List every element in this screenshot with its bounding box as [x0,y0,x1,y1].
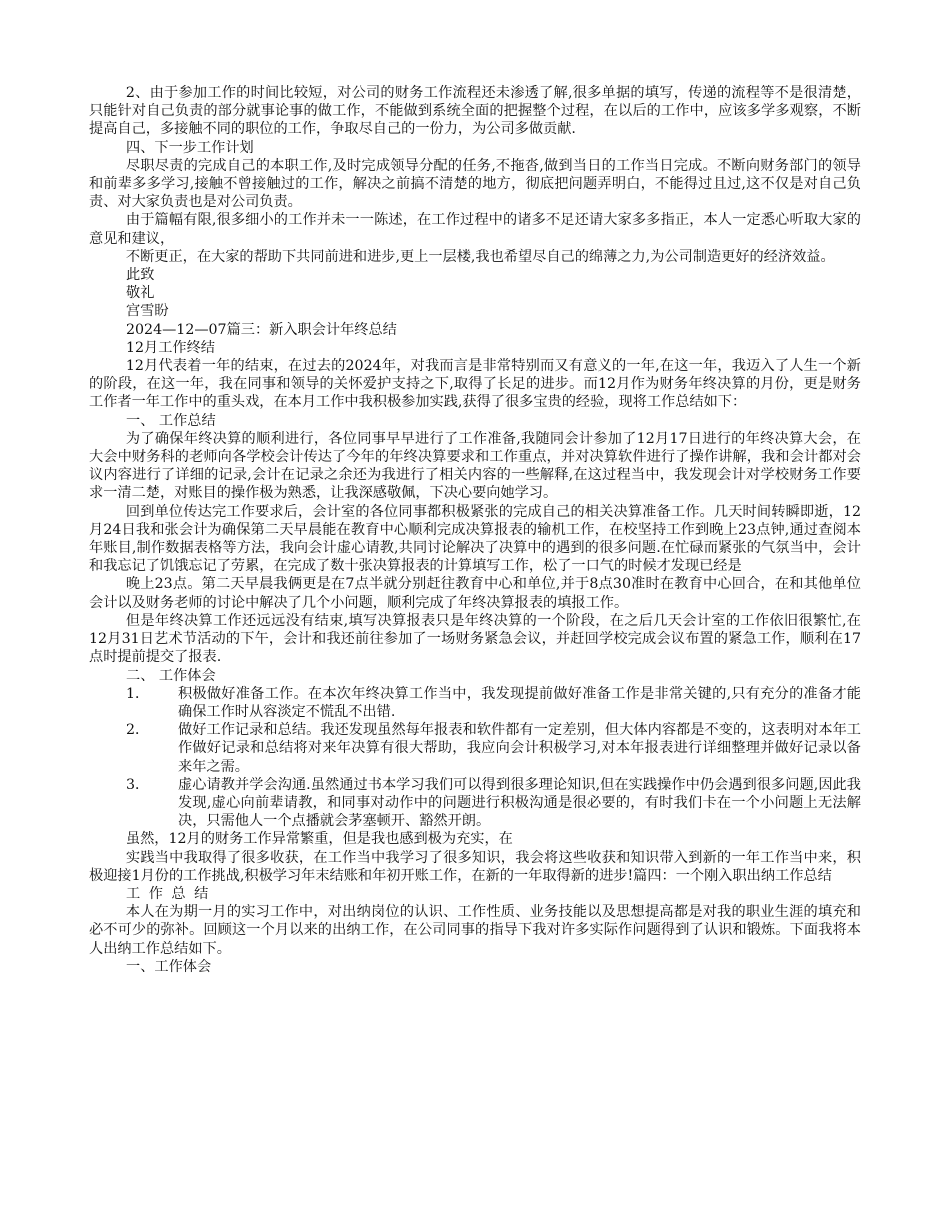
numbered-item [89,685,861,721]
text-line: 敬礼 [126,285,155,302]
numbered-item [89,776,861,831]
item-text: 积极做好准备工作。在本次年终决算工作当中，我发现提前做好准备工作是非常关键的,只有充分的准备才能确保工作时从容淡定不慌乱不出错. [178,685,861,720]
paragraph: 回到单位传达完工作要求后，会计室的各位同事都积极紧张的完成自己的相关决算准备工作。几天时间转瞬即逝，12月24日我和张会计为确保第二天早晨能在教育中心顺利完成决算报表的输机工作，在校坚持工作到晚上23点钟,通过查阅本年账目,制作数据表格等方法，我向会计虚心请教,共同讨论解决了决算中的遇到的很多问题.在忙碌而紧张的气氛当中，会计和我忘记了饥饿忘记了劳累，在完成了数十张决算报表的计算填写工作，松了一口气的时候才发现已经是 [89,503,861,575]
section-heading: 工作总结 [126,885,217,902]
paragraph: 晚上23点。第二天早晨我俩更是在7点半就分别赶往教育中心和单位,并于8点30准时在教育中心回合，在和其他单位会计以及财务老师的讨论中解决了几个小问题，顺利完成了年终决算报表的填报工作。 [89,576,861,611]
paragraph: 不断更正，在大家的帮助下共同前进和进步,更上一层楼,我也希望尽自己的绵薄之力,为公司制造更好的经济效益。 [125,248,835,265]
paragraph: 本人在为期一月的实习工作中，对出纳岗位的认识、工作性质、业务技能以及思想提高都是对我的职业生涯的填充和必不可少的弥补。回顾这一个月以来的出纳工作，在公司同事的指导下我对许多实际作问题得到了认识和锻炼。下面我将本人出纳工作总结如下。 [89,904,861,957]
item-number: 1． [126,685,150,702]
paragraph: 实践当中我取得了很多收获，在工作当中我学习了很多知识，我会将这些收获和知识带入到新的一年工作当中来，积极迎接1月份的工作挑战,积极学习年末结账和年初开账工作，在新的一年取得新的进步!篇四：一个刚入职出纳工作总结 [89,849,861,884]
paragraph: 12月代表着一年的结束，在过去的2024年，对我而言是非常特别而又有意义的一年,在这一年，我迈入了人生一个新的阶段，在这一年，我在同事和领导的关怀爱护支持之下,取得了长足的进步。而12月作为财务年终决算的月份，更是财务工作者一年工作中的重头戏，在本月工作中我积极参加实践,获得了很多宝贵的经验，现将工作总结如下： [89,358,861,411]
paragraph: 2、由于参加工作的时间比较短，对公司的财务工作流程还未渗透了解,很多单据的填写，传递的流程等不是很清楚，只能针对自己负责的部分就事论事的做工作，不能做到系统全面的把握整个过程，在以后的工作中，应该多学多观察，不断提高自己，多接触不同的职位的工作，争取尽自己的一份力，为公司多做贡献. [89,85,861,138]
paragraph: 虽然，12月的财务工作异常繁重，但是我也感到极为充实，在 [125,831,513,848]
text-line: 一、工作体会 [126,958,212,975]
paragraph: 尽职尽责的完成自己的本职工作,及时完成领导分配的任务,不拖沓,做到当日的工作当日完成。不断向财务部门的领导和前辈多多学习,接触不曾接触过的工作，解决之前搞不清楚的地方，彻底把问题弄明白，不能得过且过,这不仅是对自己负责、对大家负责也是对公司负责。 [89,157,861,211]
text-line: 四、下一步工作计划 [126,139,254,156]
text-line: 宫雪盼 [126,303,169,320]
document-page [89,84,861,976]
item-number: 3． [126,776,150,793]
paragraph: 为了确保年终决算的顺利进行，各位同事早早进行了工作准备,我随同会计参加了12月17日进行的年终决算大会，在大会中财务科的老师向各学校会计传达了今年的年终决算要求和工作重点，并对决算软件进行了操作讲解，我和会计都对会议内容进行了详细的记录,会计在记录之余还为我进行了相关内容的一些解释,在这过程当中，我发现会计对学校财务工作要求一清二楚，对账目的操作极为熟悉，让我深感敬佩，下决心要向她学习。 [89,430,861,502]
paragraph: 由于篇幅有限,很多细小的工作并未一一陈述，在工作过程中的诸多不足还请大家多多指正，本人一定悉心听取大家的意见和建议， [89,212,861,247]
text-line: 此致 [126,267,155,284]
numbered-item [89,721,861,776]
item-number: 2． [126,722,150,739]
text-line: 2024—12—07篇三：新入职会计年终总结 [126,321,397,338]
text-line: 一、 工作总结 [126,412,216,429]
item-text: 虚心请教并学会沟通.虽然通过书本学习我们可以得到很多理论知识,但在实践操作中仍会遇到很多问题,因此我发现,虚心向前辈请教，和同事对动作中的问题进行积极沟通是很必要的，有时我们卡在一个小问题上无法解决，只需他人一个点播就会茅塞顿开、豁然开朗。 [178,776,861,830]
item-text: 做好工作记录和总结。我还发现虽然每年报表和软件都有一定差别，但大体内容都是不变的，这表明对本年工作做好记录和总结将对来年决算有很大帮助，我应向会计积极学习,对本年报表进行详细整理并做好记录以备来年之需。 [178,722,861,775]
paragraph: 但是年终决算工作还远远没有结束,填写决算报表只是年终决算的一个阶段，在之后几天会计室的工作依旧很繁忙,在12月31日艺术节活动的下午，会计和我还前往参加了一场财务紧急会议，并赶回学校完成会议布置的紧急工作，顺利在17点时提前提交了报表. [89,612,861,666]
text-line: 12月工作终结 [126,339,215,356]
text-line: 二、 工作体会 [126,667,216,684]
